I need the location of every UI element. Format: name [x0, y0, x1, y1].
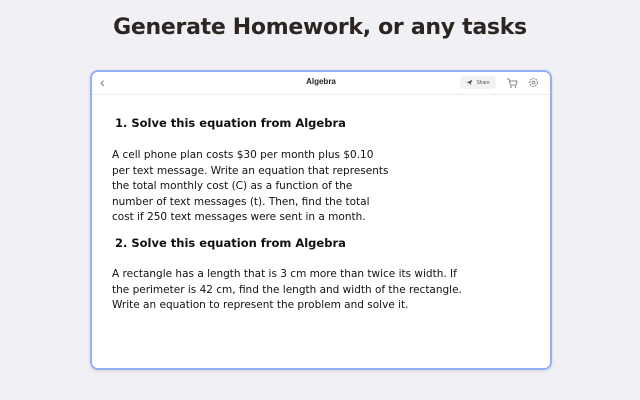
share-button[interactable] — [460, 76, 496, 89]
chevron-left-icon[interactable]: ‹ — [100, 74, 105, 90]
send-icon — [466, 79, 473, 86]
question-2-body: A rectangle has a length that is 3 cm more than twice its width. If the perimeter is 42 cm, find the length and width of the rectangle. Write an equation to represent the problem and solve it. — [112, 268, 462, 311]
window-title: Algebra — [306, 77, 336, 86]
share-button-label: Share — [476, 79, 490, 86]
page-headline: Generate Homework, or any tasks — [113, 15, 527, 40]
task-content — [92, 95, 550, 368]
cart-icon[interactable] — [506, 77, 518, 89]
question-2-heading: 2. Solve this equation from Algebra — [115, 236, 346, 250]
question-1-body: A cell phone plan costs $30 per month plus $0.10 per text message. Write an equation that represents the total monthly cost (C) as a function of the number of text messages (t). Then, find the total cost if 250 text messages were sent in a month. — [112, 149, 389, 223]
window-titlebar — [92, 72, 550, 95]
gear-icon[interactable] — [528, 77, 539, 88]
question-1-heading: 1. Solve this equation from Algebra — [115, 116, 346, 130]
app-window — [90, 70, 552, 370]
